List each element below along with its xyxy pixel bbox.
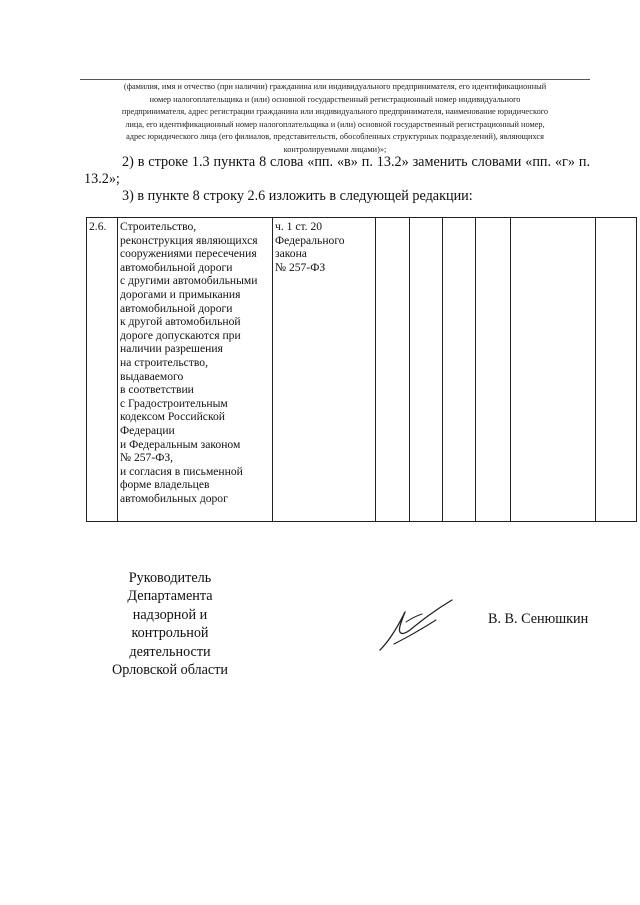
requirement-line: кодексом Российской xyxy=(120,410,225,424)
empty-cell xyxy=(596,218,637,522)
requirement-line: форме владельцев xyxy=(120,478,210,492)
requirement-line: автомобильной дороги xyxy=(120,301,233,315)
signatory-title xyxy=(100,569,240,679)
reference-line: № 257-ФЗ xyxy=(275,260,326,274)
requirement-line: Федерации xyxy=(120,423,175,437)
empty-cell xyxy=(376,218,410,522)
requirement-line: и Федеральным законом xyxy=(120,437,241,451)
requirement-line: Строительство, xyxy=(120,220,197,233)
signatory-title-line: деятельности xyxy=(129,643,211,660)
requirement-line: реконструкция являющихся xyxy=(120,233,258,247)
requirement-line: и согласия в письменной xyxy=(120,464,243,478)
signatory-title-line: контрольной xyxy=(131,625,209,642)
requirement-line: дороге допускаются при xyxy=(120,328,241,342)
footnote-line: предпринимателя, адрес регистрации гражданина или индивидуального предпринимателя, наименование юридического xyxy=(121,107,549,117)
reference-line: ч. 1 ст. 20 xyxy=(275,220,323,233)
signatory-title-line: Орловской области xyxy=(111,662,229,679)
requirement-line: наличии разрешения xyxy=(120,342,223,356)
requirement-line: с Градостроительным xyxy=(120,396,228,410)
empty-cell xyxy=(476,218,511,522)
footnote-line: контролируемыми лицами)»; xyxy=(283,144,387,154)
amendment-paragraph-2: 2) в строке 1.3 пункта 8 слова «пп. «в» п. 13.2» заменить словами «пп. «г» п. 13.2»; xyxy=(84,154,590,187)
requirement-line: с другими автомобильными xyxy=(120,274,258,288)
requirement-line: в соответствии xyxy=(120,383,194,397)
requirement-line: № 257-ФЗ, xyxy=(120,451,174,465)
footnote-top-rule xyxy=(80,79,590,80)
reference-line: Федерального xyxy=(275,233,345,247)
empty-cell xyxy=(511,218,596,522)
signatory-title-line: Департамента xyxy=(127,588,213,605)
amendment-paragraph-3: 3) в пункте 8 строку 2.6 изложить в следующей редакции: xyxy=(122,188,473,204)
requirement-line: автомобильных дорог xyxy=(120,491,228,505)
footnote-line: (фамилия, имя и отчество (при наличии) гражданина или индивидуального предпринимателя, его идентификационный xyxy=(123,82,547,91)
table-row xyxy=(87,218,637,522)
footnote-caption xyxy=(82,81,588,157)
signatory-title-line: надзорной и xyxy=(132,606,208,623)
legal-reference-cell xyxy=(273,218,376,522)
amendment-table xyxy=(86,217,637,522)
footnote-line: адрес юридического лица (его филиалов, представительств, обособленных структурных подразделений), являющихся xyxy=(126,132,544,142)
requirement-line: выдаваемого xyxy=(120,369,184,383)
empty-cell xyxy=(443,218,476,522)
footnote-line: номер налогоплательщика и (или) основной государственный регистрационный номер индивидуального xyxy=(149,94,521,104)
signatory-name: В. В. Сенюшкин xyxy=(488,611,589,627)
requirement-line: к другой автомобильной xyxy=(120,315,241,329)
footnote-line: лица, его идентификационный номер налогоплательщика и (или) основной государственный регистрационный номер, xyxy=(125,119,545,129)
requirement-line: на строительство, xyxy=(120,355,208,369)
requirement-line: дорогами и примыкания xyxy=(120,287,241,301)
signatory-title-line: Руководитель xyxy=(128,570,212,586)
requirement-line: автомобильной дороги xyxy=(120,260,233,274)
requirement-cell xyxy=(118,218,273,522)
row-number-cell: 2.6. xyxy=(87,218,118,522)
empty-cell xyxy=(410,218,443,522)
handwritten-signature xyxy=(376,594,458,654)
requirement-line: сооружениями пересечения xyxy=(120,247,257,261)
reference-line: закона xyxy=(275,247,307,261)
